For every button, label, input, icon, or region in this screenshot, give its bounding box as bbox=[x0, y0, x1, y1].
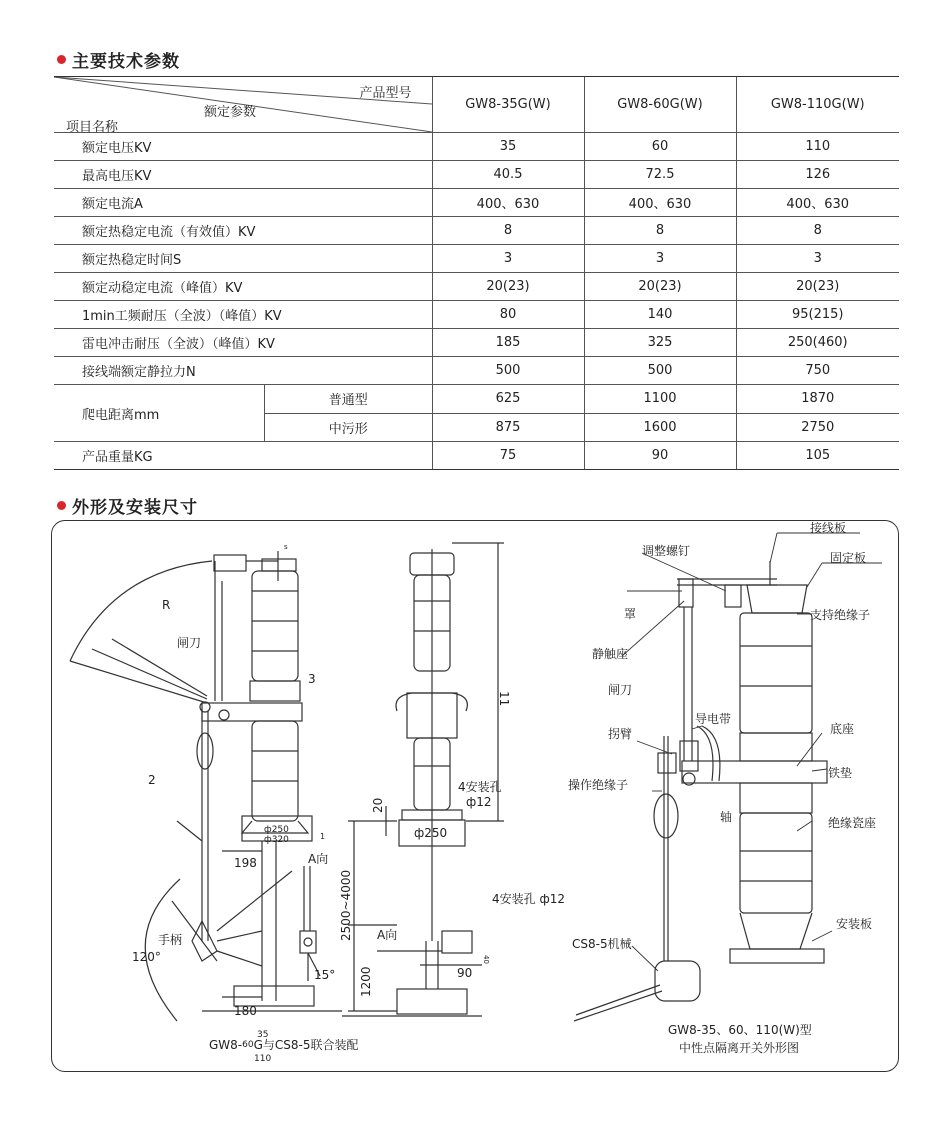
corner-cell bbox=[54, 77, 432, 133]
label: 接线板 bbox=[810, 521, 847, 535]
label: s bbox=[284, 543, 288, 551]
row-name: 额定电流A bbox=[54, 189, 432, 217]
label: 4安装孔 ф12 bbox=[492, 892, 565, 906]
caption-right-2: 中性点隔离开关外形图 bbox=[679, 1041, 800, 1055]
label: 2 bbox=[148, 773, 156, 787]
table-cell: 20(23) bbox=[584, 273, 736, 301]
row-name: 额定动稳定电流（峰值）KV bbox=[54, 273, 432, 301]
table-cell: 1870 bbox=[737, 385, 900, 414]
table-cell: 185 bbox=[432, 329, 584, 357]
table-row bbox=[54, 133, 899, 161]
table-cell: 2750 bbox=[801, 419, 835, 435]
label: 安装板 bbox=[836, 917, 873, 931]
table-row bbox=[54, 245, 899, 273]
label: 20 bbox=[371, 797, 385, 813]
label: 静触座 bbox=[592, 647, 629, 661]
row-name: 额定热稳定电流（有效值）KV bbox=[54, 217, 432, 245]
table-cell: 80 bbox=[432, 301, 584, 329]
table-cell: 3 bbox=[584, 245, 736, 273]
table-header-row bbox=[54, 77, 899, 133]
section-title-dimensions: 外形及安装尺寸 bbox=[57, 493, 198, 518]
bullet-dot-icon bbox=[57, 501, 66, 510]
label: 闸刀 bbox=[177, 636, 202, 650]
label: 拐臂 bbox=[608, 727, 633, 741]
table-row bbox=[54, 189, 899, 217]
table-cell: 126 bbox=[736, 161, 899, 189]
label: 闸刀 bbox=[608, 683, 633, 697]
row-name: 额定电压KV bbox=[54, 133, 432, 161]
label: 调整螺钉 bbox=[642, 544, 691, 558]
table-cell: 72.5 bbox=[584, 161, 736, 189]
label: 底座 bbox=[830, 722, 855, 736]
table-cell: 95(215) bbox=[736, 301, 899, 329]
table-cell: 400、630 bbox=[736, 189, 899, 217]
table-row bbox=[54, 217, 899, 245]
corner-model-label: 产品型号 bbox=[359, 86, 412, 101]
row-name: 额定热稳定时间S bbox=[54, 245, 432, 273]
table-cell: 8 bbox=[432, 217, 584, 245]
table-row bbox=[54, 273, 899, 301]
table-cell: 750 bbox=[736, 357, 899, 385]
label: 3 bbox=[308, 672, 316, 686]
label: 罩 bbox=[624, 607, 637, 621]
table-cell: 8 bbox=[584, 217, 736, 245]
caption-right-1: GW8-35、60、110(W)型 bbox=[668, 1023, 812, 1037]
table-cell: 400、630 bbox=[584, 189, 736, 217]
table-cell: 75 bbox=[432, 442, 584, 470]
label: 轴 bbox=[720, 810, 733, 824]
label: ф250 bbox=[264, 825, 289, 835]
corner-param-label: 额定参数 bbox=[204, 105, 257, 120]
label: 手柄 bbox=[158, 933, 183, 947]
label: R bbox=[162, 598, 171, 612]
label: CS8-5机械 bbox=[572, 937, 632, 951]
section-title-specs: 主要技术参数 bbox=[57, 47, 180, 72]
row-name: 雷电冲击耐压（全波）（峰值）KV bbox=[54, 329, 432, 357]
table-cell: 1100 bbox=[585, 385, 736, 414]
table-row bbox=[54, 357, 899, 385]
table-cell: 90 bbox=[584, 442, 736, 470]
table-cell: 20(23) bbox=[432, 273, 584, 301]
label: 绝缘瓷座 bbox=[828, 816, 877, 830]
table-cell: 3 bbox=[432, 245, 584, 273]
label: 1 bbox=[320, 832, 326, 841]
table-cell: 20(23) bbox=[736, 273, 899, 301]
table-cell: 105 bbox=[736, 442, 899, 470]
table-cell: 500 bbox=[432, 357, 584, 385]
caption-left-sup: 35 bbox=[257, 1030, 269, 1040]
drawing-labels bbox=[132, 521, 876, 1018]
model-header: GW8-60G(W) bbox=[584, 77, 736, 133]
technical-drawing bbox=[52, 521, 898, 1071]
table-row bbox=[54, 385, 899, 442]
label: ф12 bbox=[466, 795, 492, 809]
table-cell: 250(460) bbox=[736, 329, 899, 357]
label: 90 bbox=[457, 966, 473, 980]
row-name: 最高电压KV bbox=[54, 161, 432, 189]
table-row bbox=[54, 161, 899, 189]
table-cell: 140 bbox=[584, 301, 736, 329]
table-cell: 8 bbox=[736, 217, 899, 245]
table-cell: 400、630 bbox=[432, 189, 584, 217]
dimension-drawing-frame bbox=[51, 520, 899, 1072]
creepage-label: 爬电距离mm bbox=[82, 407, 160, 423]
creepage-cell bbox=[54, 385, 432, 442]
label: 导电带 bbox=[695, 712, 732, 726]
model-header: GW8-110G(W) bbox=[736, 77, 899, 133]
caption-left: GW8-60G与CS8-5联合装配 bbox=[209, 1038, 359, 1052]
label: 固定板 bbox=[830, 551, 867, 565]
drawing-captions bbox=[209, 1022, 812, 1064]
label: 198 bbox=[234, 856, 257, 870]
table-cell: 325 bbox=[584, 329, 736, 357]
left-assembly-drawing bbox=[70, 551, 342, 1021]
label: 11 bbox=[497, 691, 511, 707]
label: 铁垫 bbox=[828, 766, 853, 780]
caption-left-sub: 110 bbox=[254, 1054, 272, 1064]
table-cell: 1600 bbox=[643, 419, 677, 435]
corner-item-label: 项目名称 bbox=[66, 120, 119, 135]
row-name: 接线端额定静拉力N bbox=[54, 357, 432, 385]
label: 180 bbox=[234, 1004, 257, 1018]
label: 15° bbox=[314, 968, 336, 982]
label: 支持绝缘子 bbox=[810, 608, 871, 622]
model-header: GW8-35G(W) bbox=[432, 77, 584, 133]
bullet-dot-icon bbox=[57, 55, 66, 64]
table-cell: 40.5 bbox=[432, 161, 584, 189]
table-cell: 625 bbox=[433, 385, 584, 414]
label: 40 bbox=[482, 955, 490, 964]
label: 操作绝缘子 bbox=[568, 778, 629, 792]
row-name: 产品重量KG bbox=[54, 442, 432, 470]
creepage-type: 中污形 bbox=[328, 421, 368, 437]
table-row bbox=[54, 301, 899, 329]
table-row bbox=[54, 329, 899, 357]
row-name: 1min工频耐压（全波）（峰值）KV bbox=[54, 301, 432, 329]
table-cell: 500 bbox=[584, 357, 736, 385]
creepage-type: 普通型 bbox=[265, 385, 432, 414]
table-cell: 3 bbox=[736, 245, 899, 273]
label: 1200 bbox=[359, 966, 373, 997]
label: ф320 bbox=[264, 835, 289, 845]
label: 120° bbox=[132, 950, 161, 964]
table-cell: 110 bbox=[736, 133, 899, 161]
table-cell: 875 bbox=[495, 419, 521, 435]
table-cell: 35 bbox=[432, 133, 584, 161]
label: ф250 bbox=[414, 826, 448, 840]
label: A向 bbox=[308, 852, 329, 866]
leader-lines bbox=[622, 533, 882, 971]
label: A向 bbox=[377, 928, 398, 942]
table-cell: 60 bbox=[584, 133, 736, 161]
label: 2500~4000 bbox=[339, 869, 353, 941]
table-row bbox=[54, 442, 899, 470]
spec-table bbox=[54, 76, 899, 470]
label: 4安装孔 bbox=[458, 780, 502, 794]
